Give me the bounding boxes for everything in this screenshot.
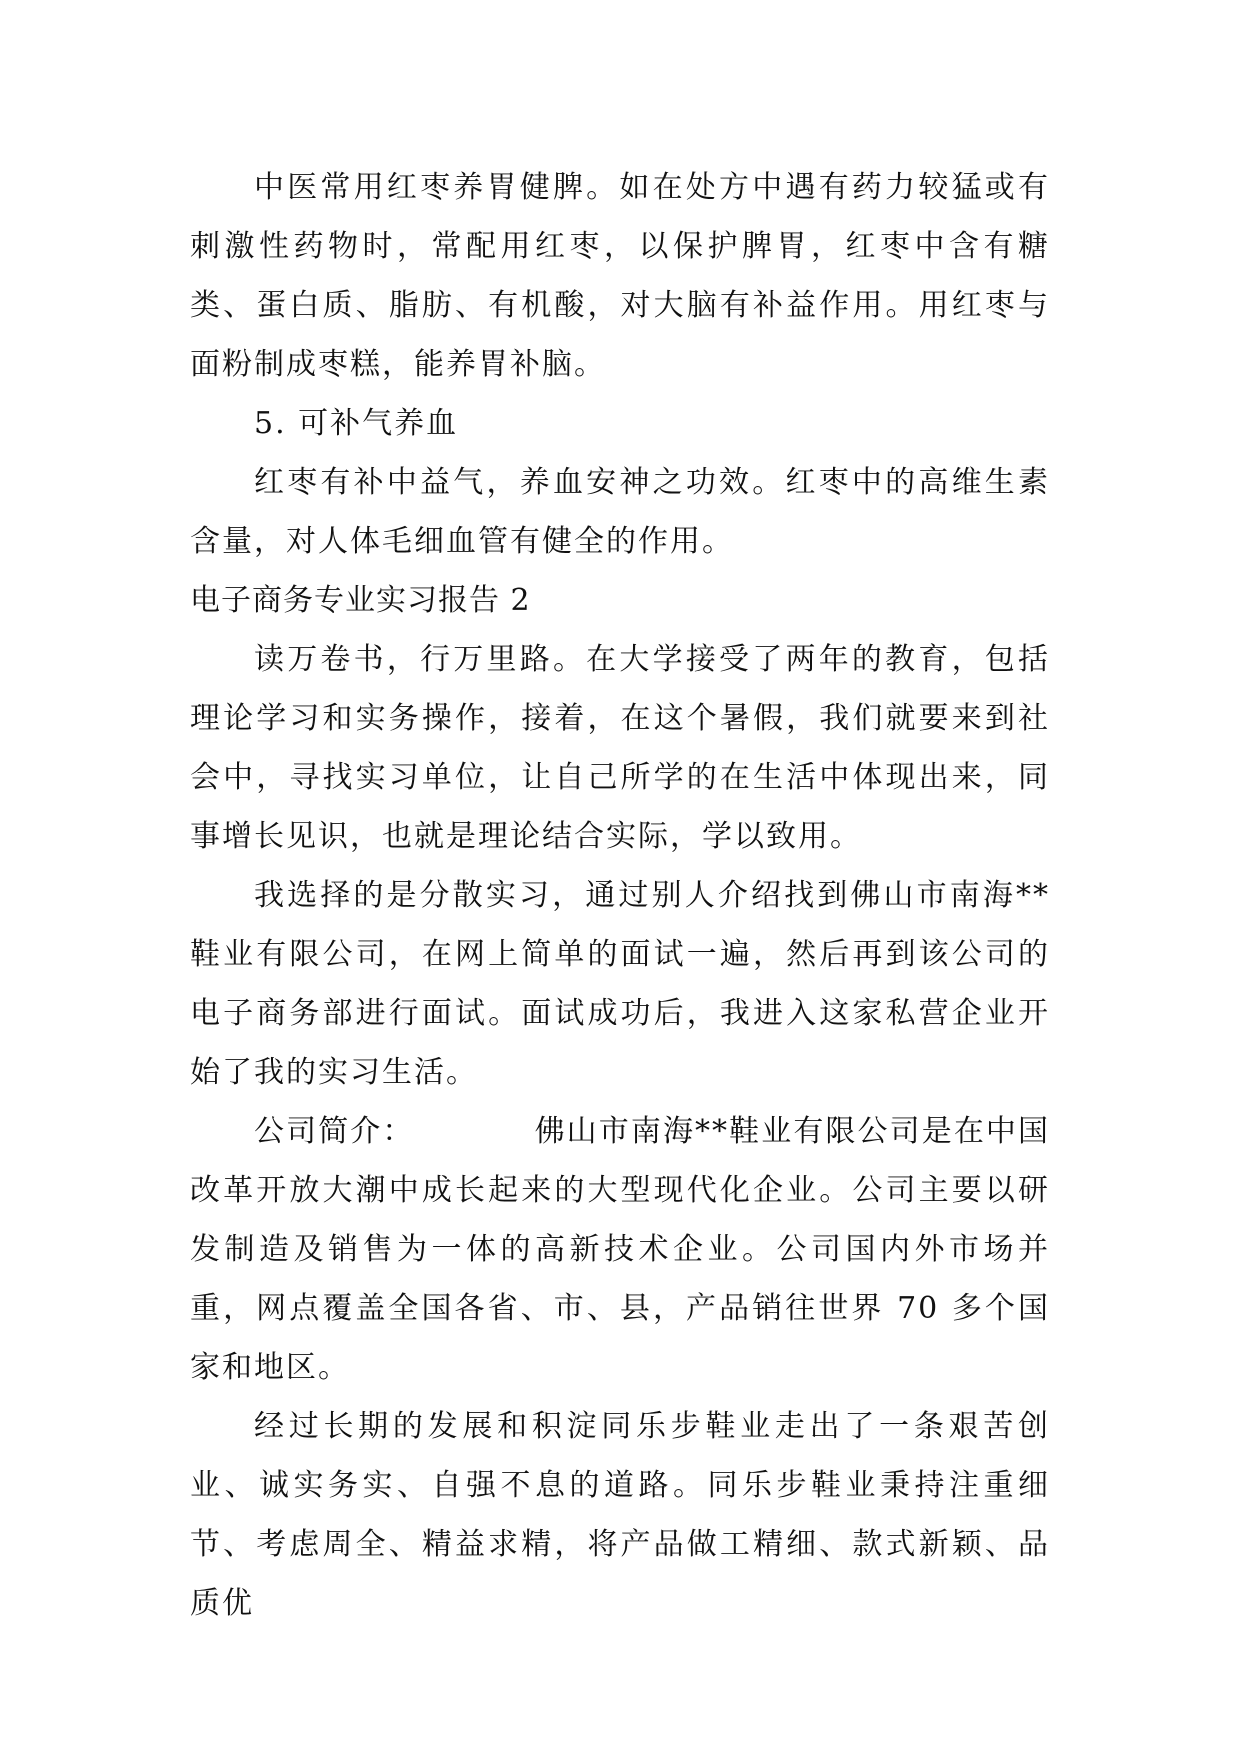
paragraph-company-development: 经过长期的发展和积淀同乐步鞋业走出了一条艰苦创业、诚实务实、自强不息的道路。同乐步鞋业秉持注重细节、考虑周全、精益求精，将产品做工精细、款式新颖、品质优 — [190, 1409, 1050, 1621]
paragraph-internship-choice: 我选择的是分散实习，通过别人介绍找到佛山市南海**鞋业有限公司，在网上简单的面试一遍，然后再到该公司的电子商务部进行面试。面试成功后，我进入这家私营企业开始了我的实习生活。 — [190, 878, 1050, 1090]
company-intro-label: 公司简介： — [254, 1114, 415, 1149]
paragraph-company-intro — [190, 1102, 1050, 1397]
section-item-5: 5. 可补气养血 — [254, 406, 459, 441]
company-intro-text: 佛山市南海**鞋业有限公司是在中国改革开放大潮中成长起来的大型现代化企业。公司主要以研发制造及销售为一体的高新技术企业。公司国内外市场并重，网点覆盖全国各省、市、县，产品销往世界 70 多个国家和地区。 — [190, 1114, 1051, 1385]
report-title: 电子商务专业实习报告 2 — [190, 583, 531, 618]
document-body — [190, 158, 1050, 1633]
paragraph-red-date-blood: 红枣有补中益气，养血安神之功效。红枣中的高维生素含量，对人体毛细血管有健全的作用。 — [190, 465, 1050, 559]
paragraph-intro: 读万卷书，行万里路。在大学接受了两年的教育，包括理论学习和实务操作，接着，在这个暑假，我们就要来到社会中，寻找实习单位，让自己所学的在生活中体现出来，同事增长见识，也就是理论结合实际，学以致用。 — [190, 642, 1050, 854]
paragraph-red-date-stomach: 中医常用红枣养胃健脾。如在处方中遇有药力较猛或有刺激性药物时，常配用红枣，以保护脾胃，红枣中含有糖类、蛋白质、脂肪、有机酸，对大脑有补益作用。用红枣与面粉制成枣糕，能养胃补脑。 — [190, 170, 1050, 382]
